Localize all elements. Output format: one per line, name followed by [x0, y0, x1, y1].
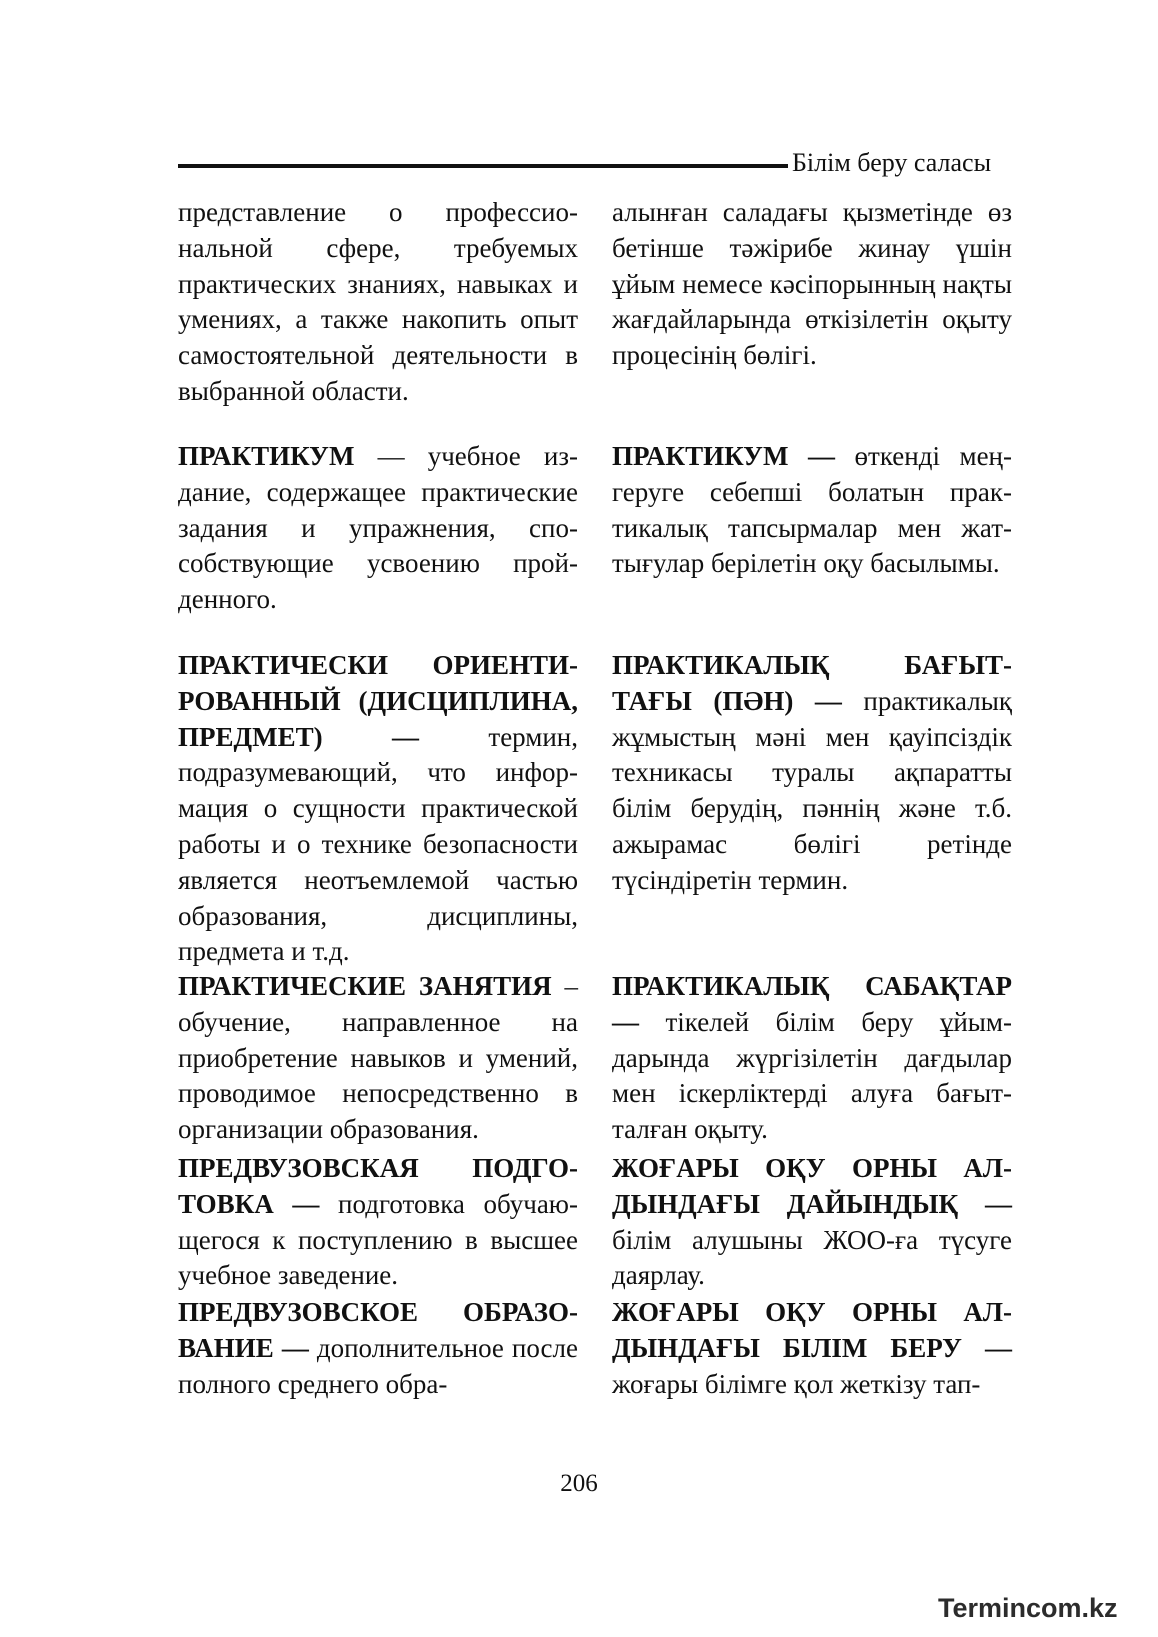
entry-definition: практикалық жұмыстың мәні мен қауіпсіздік техникасы туралы ақпаратты білім берудің, пәннің және т.б. ажырамас бөлігі ретінде түсіндіретін термин.: [612, 685, 1012, 895]
entry-ru-prakticheskie-zanyatiya: [178, 969, 578, 1148]
entry-term: ПРАКТИЧЕСКИЕ ЗАНЯТИЯ: [178, 971, 552, 1001]
entry-definition: — учебное издание, содержащее практические задания и упражнения, способствующие усвоению пройденного.: [178, 441, 578, 615]
entry-term: ПРЕДВУЗОВСКАЯ ПОДГОТОВКА —: [178, 1153, 578, 1219]
entry-definition: тікелей білім беру ұйымдарында жүргізілетін дағдылар мен іскерліктерді алуға бағытталған оқыту.: [612, 1006, 1012, 1145]
entry-ru-predvuzovskoe-obrazovanie: [178, 1295, 578, 1402]
entry-kz-praktikalyk-bagyttagy: [612, 648, 1012, 899]
entry-definition: алынған саладағы қызметінде өз бетінше тәжірибе жинау үшін ұйым немесе кәсіпорынның нақты жағдайларында өткізілетін оқыту процесінің бөлігі.: [612, 197, 1012, 371]
entry-term: ПРАКТИКУМ —: [612, 441, 835, 471]
entry-ru-praktikum: [178, 439, 578, 618]
entry-definition: дополнительное после полного среднего обра-: [178, 1332, 578, 1399]
entry-kz-zhogary-oku-dayyndyk: [612, 1151, 1012, 1294]
page-number: 206: [560, 1470, 598, 1497]
entry-definition: білім алушыны ЖОО-ға түсуге даярлау.: [612, 1224, 1012, 1291]
watermark-logo: [938, 1586, 1144, 1630]
entry-kz-continuation: [612, 195, 1012, 374]
entry-ru-prakticheski-orientirovanny: [178, 648, 578, 970]
entry-ru-continuation: [178, 195, 578, 410]
entry-definition: термин, подразумевающий, что информация о сущности практической работы и о технике безопасности является неотъемлемой частью образования, дисциплины, предмета и т.д.: [178, 721, 578, 967]
entry-definition: подготовка обучающегося к поступлению в высшее учебное заведение.: [178, 1188, 578, 1291]
entry-term: ПРЕДВУЗОВСКОЕ ОБРАЗОВАНИЕ —: [178, 1297, 578, 1363]
running-header: Білім беру саласы: [792, 148, 992, 177]
entry-definition: өткенді меңгеруге себепші болатын практикалық тапсырмалар мен жаттығулар берілетін оқу басылымы.: [612, 441, 1012, 579]
entry-term: ПРАКТИЧЕСКИ ОРИЕНТИРОВАННЫЙ (ДИСЦИПЛИНА, ПРЕДМЕТ) —: [178, 650, 578, 752]
watermark-text: Termincom.kz: [938, 1593, 1118, 1623]
entry-ru-predvuzovskaya-podgotovka: [178, 1151, 578, 1294]
entry-term: ПРАКТИКАЛЫҚ САБАҚТАР —: [612, 971, 1012, 1037]
entry-kz-praktikalyk-sabaktar: [612, 969, 1012, 1148]
entry-term: ЖОҒАРЫ ОҚУ ОРНЫ АЛДЫНДАҒЫ БІЛІМ БЕРУ —: [612, 1297, 1012, 1363]
entry-term: ПРАКТИКАЛЫҚ БАҒЫТТАҒЫ (ПӘН) —: [612, 650, 1012, 716]
entry-term: ЖОҒАРЫ ОҚУ ОРНЫ АЛДЫНДАҒЫ ДАЙЫНДЫҚ —: [612, 1153, 1012, 1219]
header-rule: [178, 164, 788, 168]
entry-definition: представление о профессиональной сфере, требуемых практических знаниях, навыках и умениях, а также накопить опыт самостоятельной деятельности в выбранной области.: [178, 197, 578, 406]
entry-definition: – обучение, направленное на приобретение навыков и умений, проводимое непосредственно в организации образования.: [178, 971, 579, 1145]
entry-kz-zhogary-oku-bilim-beru: [612, 1295, 1012, 1402]
entry-kz-praktikum: [612, 439, 1012, 582]
entry-definition: жоғары білімге қол жеткізу тап-: [612, 1368, 981, 1399]
entry-term: ПРАКТИКУМ: [178, 441, 355, 471]
